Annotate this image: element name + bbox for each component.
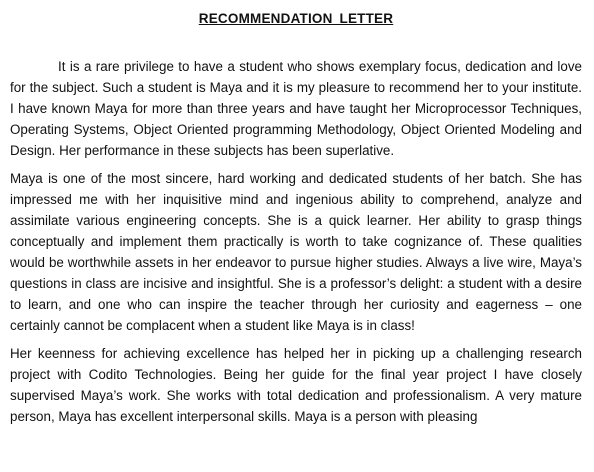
letter-body bbox=[10, 56, 582, 427]
letter-page bbox=[10, 0, 582, 472]
paragraph-1: It is a rare privilege to have a student who shows exemplary focus, dedication and love for the subject. Such a student is Maya and it is my pleasure to recommend her to your institute. I have known Maya for more than three years and have taught her Microprocessor Techniques, Operating Systems, Object Oriented programming Methodology, Object Oriented Modeling and Design. Her performance in these subjects has been superlative. bbox=[10, 59, 582, 158]
letter-title: RECOMMENDATION LETTER bbox=[198, 11, 394, 26]
paragraph-2: Maya is one of the most sincere, hard working and dedicated students of her batch. She has impressed me with her inquisitive mind and ingenious ability to comprehend, analyze and assimilate various engineering concepts. She is a quick learner. Her ability to grasp things conceptually and implement them practically is worth to take cognizance of. These qualities would be worthwhile assets in her endeavor to pursue higher studies. Always a live wire, Maya’s questions in class are incisive and insightful. She is a professor’s delight: a student with a desire to learn, and one who can inspire the teacher through her curiosity and eagerness – one certainly cannot be complacent when a student like Maya is in class! bbox=[10, 171, 582, 333]
paragraph-3: Her keenness for achieving excellence has helped her in picking up a challenging research project with Codito Technologies. Being her guide for the final year project I have closely supervised Maya’s work. She works with total dedication and professionalism. A very mature person, Maya has excellent interpersonal skills. Maya is a person with pleasing bbox=[10, 346, 582, 424]
